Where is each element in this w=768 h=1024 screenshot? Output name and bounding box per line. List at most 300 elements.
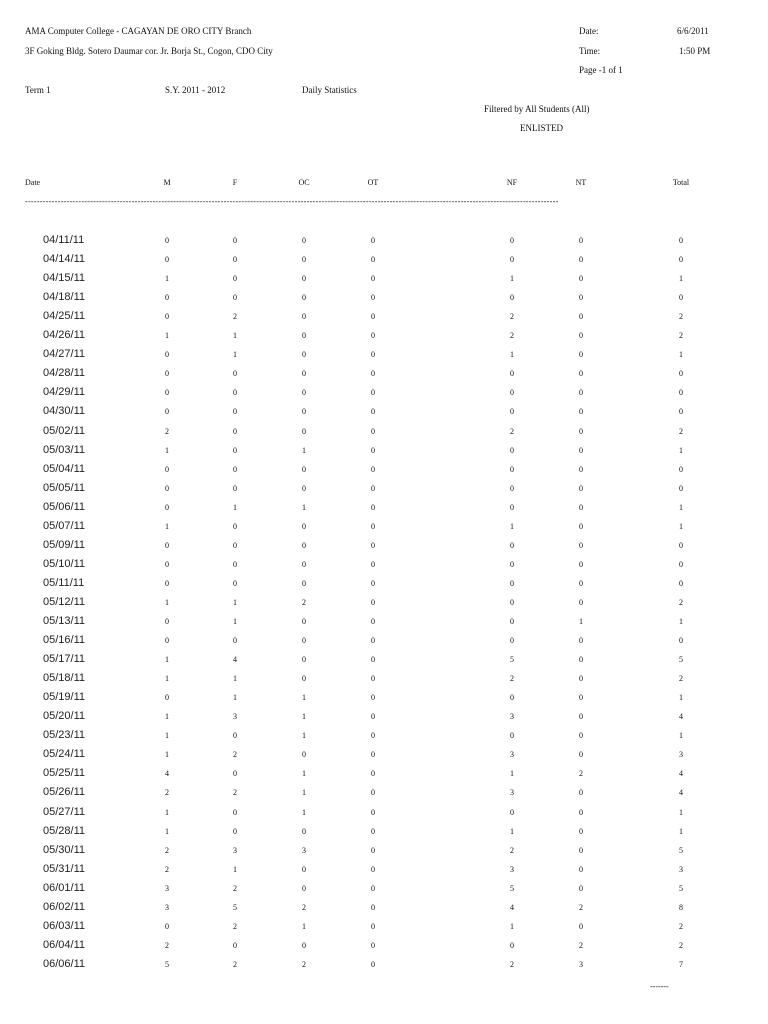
row-ot: 0: [371, 655, 375, 665]
row-nf: 0: [510, 293, 514, 303]
row-m: 0: [165, 502, 169, 512]
row-ot: 0: [371, 407, 375, 417]
row-date: 05/06/11: [43, 500, 86, 513]
row-oc: 1: [302, 731, 306, 741]
row-total: 2: [679, 921, 683, 931]
row-total: 1: [679, 807, 683, 817]
row-date: 06/06/11: [43, 957, 86, 970]
row-f: 0: [233, 769, 237, 779]
row-ot: 0: [371, 388, 375, 398]
row-m: 1: [165, 655, 169, 665]
row-f: 2: [233, 312, 237, 322]
row-nt: 0: [579, 826, 583, 836]
row-f: 2: [233, 959, 237, 969]
row-total: 1: [679, 693, 683, 703]
row-date: 05/23/11: [43, 729, 86, 742]
header-divider: ------------------------------------------------------------------------------------------------------------------------------------------------------------------------------------: [25, 197, 559, 206]
row-m: 3: [165, 902, 169, 912]
column-header-date: Date: [25, 178, 41, 187]
row-nt: 0: [579, 426, 583, 436]
row-nt: 0: [579, 693, 583, 703]
row-nt: 3: [579, 959, 583, 969]
row-oc: 0: [302, 236, 306, 245]
row-nf: 5: [510, 655, 514, 665]
row-nf: 0: [510, 255, 514, 265]
row-nf: 0: [510, 388, 514, 398]
row-total: 5: [679, 655, 683, 665]
row-total: 2: [679, 426, 683, 436]
time-label: Time:: [579, 46, 601, 56]
row-date: 04/30/11: [43, 405, 86, 418]
row-oc: 1: [302, 502, 306, 512]
row-f: 1: [233, 617, 237, 626]
row-ot: 0: [371, 236, 375, 245]
row-f: 2: [233, 883, 237, 893]
row-nf: 3: [510, 712, 514, 722]
row-oc: 0: [302, 750, 306, 760]
column-header-nf: NF: [506, 178, 518, 187]
row-ot: 0: [371, 521, 375, 531]
row-ot: 0: [371, 445, 375, 455]
row-ot: 0: [371, 540, 375, 550]
row-nf: 0: [510, 597, 514, 607]
row-m: 1: [165, 331, 169, 341]
row-nt: 0: [579, 369, 583, 379]
row-oc: 0: [302, 274, 306, 284]
row-f: 0: [233, 483, 237, 493]
row-nt: 0: [579, 464, 583, 474]
row-nf: 1: [510, 921, 514, 931]
row-date: 05/13/11: [43, 615, 86, 627]
row-total: 0: [679, 464, 683, 474]
row-ot: 0: [371, 369, 375, 379]
row-oc: 0: [302, 426, 306, 436]
row-f: 0: [233, 293, 237, 303]
row-f: 0: [233, 255, 237, 265]
row-nt: 0: [579, 274, 583, 284]
row-oc: 2: [302, 902, 306, 912]
row-m: 0: [165, 312, 169, 322]
row-date: 04/14/11: [43, 253, 86, 266]
row-nt: 0: [579, 293, 583, 303]
row-ot: 0: [371, 940, 375, 950]
row-nf: 0: [510, 464, 514, 474]
row-total: 2: [679, 940, 683, 950]
row-nf: 0: [510, 559, 514, 569]
row-ot: 0: [371, 959, 375, 969]
row-date: 04/27/11: [43, 348, 86, 361]
row-nt: 0: [579, 883, 583, 893]
row-nt: 0: [579, 540, 583, 550]
row-total: 1: [679, 274, 683, 284]
row-nt: 2: [579, 902, 583, 912]
row-m: 1: [165, 445, 169, 455]
row-ot: 0: [371, 483, 375, 493]
row-oc: 0: [302, 674, 306, 684]
column-header-total: Total: [672, 178, 690, 187]
row-oc: 0: [302, 483, 306, 493]
row-nt: 0: [579, 597, 583, 607]
row-m: 2: [165, 940, 169, 950]
row-f: 3: [233, 845, 237, 855]
row-m: 0: [165, 236, 169, 245]
row-f: 1: [233, 597, 237, 607]
row-nf: 2: [510, 312, 514, 322]
row-nf: 0: [510, 807, 514, 817]
row-f: 2: [233, 750, 237, 760]
date-label: Date:: [579, 26, 599, 36]
row-total: 2: [679, 674, 683, 684]
row-nf: 2: [510, 845, 514, 855]
row-nt: 0: [579, 331, 583, 341]
page-info: Page -1 of 1: [579, 65, 623, 75]
row-nf: 0: [510, 731, 514, 741]
column-header-nt: NT: [575, 178, 587, 187]
row-m: 3: [165, 883, 169, 893]
row-f: 0: [233, 636, 237, 646]
row-nt: 0: [579, 255, 583, 265]
row-nf: 0: [510, 407, 514, 417]
row-f: 0: [233, 388, 237, 398]
row-m: 0: [165, 293, 169, 303]
row-nt: 0: [579, 483, 583, 493]
row-ot: 0: [371, 578, 375, 588]
row-total: 3: [679, 864, 683, 874]
row-f: 0: [233, 445, 237, 455]
row-date: 05/25/11: [43, 767, 86, 780]
row-date: 05/16/11: [43, 634, 86, 647]
row-nt: 0: [579, 845, 583, 855]
row-nf: 0: [510, 636, 514, 646]
row-ot: 0: [371, 712, 375, 722]
row-m: 0: [165, 617, 169, 626]
row-nf: 0: [510, 578, 514, 588]
row-ot: 0: [371, 807, 375, 817]
row-date: 05/24/11: [43, 748, 86, 761]
row-total: 2: [679, 597, 683, 607]
row-m: 1: [165, 731, 169, 741]
row-oc: 0: [302, 559, 306, 569]
row-nt: 0: [579, 674, 583, 684]
row-nf: 2: [510, 959, 514, 969]
row-ot: 0: [371, 826, 375, 836]
row-nf: 0: [510, 693, 514, 703]
row-total: 1: [679, 731, 683, 741]
column-header-f: F: [232, 178, 238, 187]
row-date: 04/28/11: [43, 367, 86, 380]
row-nt: 0: [579, 864, 583, 874]
row-total: 4: [679, 769, 683, 779]
row-nf: 0: [510, 483, 514, 493]
row-m: 5: [165, 959, 169, 969]
row-f: 0: [233, 578, 237, 588]
row-nf: 0: [510, 369, 514, 379]
row-oc: 0: [302, 883, 306, 893]
row-ot: 0: [371, 693, 375, 703]
row-nt: 0: [579, 636, 583, 646]
row-nt: 2: [579, 940, 583, 950]
row-oc: 1: [302, 921, 306, 931]
row-ot: 0: [371, 617, 375, 626]
row-nt: 0: [579, 559, 583, 569]
row-total: 1: [679, 350, 683, 360]
row-nf: 0: [510, 502, 514, 512]
row-m: 0: [165, 921, 169, 931]
row-total: 1: [679, 617, 683, 626]
row-total: 0: [679, 578, 683, 588]
date-value: 6/6/2011: [677, 26, 709, 36]
row-nt: 0: [579, 750, 583, 760]
row-total: 5: [679, 845, 683, 855]
row-f: 2: [233, 921, 237, 931]
row-nf: 1: [510, 769, 514, 779]
row-nt: 0: [579, 807, 583, 817]
row-date: 05/19/11: [43, 691, 86, 704]
row-m: 1: [165, 826, 169, 836]
row-date: 05/11/11: [43, 576, 85, 589]
row-oc: 0: [302, 407, 306, 417]
row-m: 2: [165, 864, 169, 874]
row-total: 1: [679, 445, 683, 455]
row-nf: 0: [510, 617, 514, 626]
row-m: 1: [165, 521, 169, 531]
row-oc: 0: [302, 312, 306, 322]
row-f: 0: [233, 807, 237, 817]
row-m: 0: [165, 369, 169, 379]
row-date: 05/30/11: [43, 843, 86, 856]
row-ot: 0: [371, 788, 375, 798]
row-nf: 2: [510, 426, 514, 436]
row-nf: 2: [510, 674, 514, 684]
row-f: 0: [233, 521, 237, 531]
row-total: 7: [679, 959, 683, 969]
row-nt: 2: [579, 769, 583, 779]
row-oc: 1: [302, 693, 306, 703]
company-name: AMA Computer College - CAGAYAN DE ORO CITY Branch: [25, 26, 252, 36]
row-f: 0: [233, 940, 237, 950]
row-nt: 0: [579, 236, 583, 245]
row-ot: 0: [371, 921, 375, 931]
row-oc: 0: [302, 464, 306, 474]
row-oc: 0: [302, 521, 306, 531]
row-date: 06/02/11: [43, 900, 86, 913]
row-oc: 1: [302, 445, 306, 455]
row-total: 4: [679, 712, 683, 722]
row-nt: 0: [579, 788, 583, 798]
row-total: 0: [679, 236, 683, 245]
row-nf: 3: [510, 864, 514, 874]
row-oc: 0: [302, 617, 306, 626]
row-f: 0: [233, 731, 237, 741]
row-m: 2: [165, 845, 169, 855]
row-ot: 0: [371, 255, 375, 265]
row-ot: 0: [371, 864, 375, 874]
row-date: 05/04/11: [43, 462, 86, 475]
row-total: 0: [679, 388, 683, 398]
row-date: 05/17/11: [43, 653, 86, 666]
row-f: 1: [233, 502, 237, 512]
row-f: 2: [233, 788, 237, 798]
column-header-ot: OT: [367, 178, 379, 187]
row-m: 2: [165, 426, 169, 436]
row-date: 05/09/11: [43, 538, 86, 551]
row-oc: 0: [302, 826, 306, 836]
row-nt: 0: [579, 655, 583, 665]
row-oc: 2: [302, 597, 306, 607]
row-nt: 0: [579, 445, 583, 455]
row-date: 05/05/11: [43, 481, 86, 494]
row-total: 0: [679, 540, 683, 550]
row-nt: 0: [579, 578, 583, 588]
footer-dashes: -------: [650, 982, 669, 991]
row-m: 1: [165, 712, 169, 722]
row-nf: 4: [510, 902, 514, 912]
row-f: 0: [233, 559, 237, 569]
row-f: 1: [233, 674, 237, 684]
row-total: 0: [679, 483, 683, 493]
column-header-m: M: [163, 178, 171, 187]
row-m: 2: [165, 788, 169, 798]
row-oc: 1: [302, 712, 306, 722]
row-f: 1: [233, 350, 237, 360]
time-value: 1:50 PM: [679, 46, 711, 56]
row-f: 0: [233, 274, 237, 284]
row-oc: 0: [302, 369, 306, 379]
row-oc: 0: [302, 636, 306, 646]
row-m: 1: [165, 674, 169, 684]
row-date: 04/26/11: [43, 329, 86, 342]
row-total: 0: [679, 559, 683, 569]
row-m: 1: [165, 807, 169, 817]
row-ot: 0: [371, 502, 375, 512]
row-oc: 0: [302, 331, 306, 341]
row-m: 4: [165, 769, 169, 779]
row-ot: 0: [371, 902, 375, 912]
row-nt: 0: [579, 921, 583, 931]
row-nf: 1: [510, 521, 514, 531]
row-nt: 0: [579, 388, 583, 398]
row-ot: 0: [371, 293, 375, 303]
row-f: 0: [233, 464, 237, 474]
row-date: 05/07/11: [43, 519, 86, 532]
row-oc: 0: [302, 578, 306, 588]
row-oc: 1: [302, 769, 306, 779]
row-total: 8: [679, 902, 683, 912]
row-date: 05/27/11: [43, 805, 86, 818]
row-m: 0: [165, 350, 169, 360]
row-m: 0: [165, 464, 169, 474]
row-nt: 0: [579, 712, 583, 722]
row-m: 0: [165, 255, 169, 265]
row-ot: 0: [371, 597, 375, 607]
row-ot: 0: [371, 426, 375, 436]
row-total: 2: [679, 331, 683, 341]
row-total: 2: [679, 312, 683, 322]
row-total: 0: [679, 407, 683, 417]
row-date: 04/15/11: [43, 272, 86, 285]
row-nf: 5: [510, 883, 514, 893]
row-ot: 0: [371, 559, 375, 569]
row-date: 04/29/11: [43, 386, 86, 399]
row-date: 06/04/11: [43, 938, 86, 951]
row-date: 05/18/11: [43, 672, 86, 685]
row-date: 05/26/11: [43, 786, 86, 799]
row-f: 0: [233, 826, 237, 836]
row-ot: 0: [371, 674, 375, 684]
row-total: 4: [679, 788, 683, 798]
row-date: 04/18/11: [43, 291, 86, 304]
row-oc: 0: [302, 940, 306, 950]
row-nt: 0: [579, 407, 583, 417]
row-f: 0: [233, 369, 237, 379]
row-m: 1: [165, 597, 169, 607]
row-nf: 3: [510, 750, 514, 760]
row-nf: 0: [510, 236, 514, 245]
report-title: Daily Statistics: [302, 85, 357, 95]
row-date: 05/12/11: [43, 595, 86, 608]
row-total: 0: [679, 636, 683, 646]
row-total: 1: [679, 502, 683, 512]
row-m: 0: [165, 388, 169, 398]
row-m: 0: [165, 559, 169, 569]
row-f: 4: [233, 655, 237, 665]
row-nf: 0: [510, 940, 514, 950]
row-total: 0: [679, 293, 683, 303]
row-oc: 1: [302, 788, 306, 798]
row-nf: 0: [510, 540, 514, 550]
row-m: 1: [165, 274, 169, 284]
row-m: 0: [165, 483, 169, 493]
row-date: 06/03/11: [43, 919, 86, 932]
row-oc: 0: [302, 540, 306, 550]
row-f: 5: [233, 902, 237, 912]
company-address: 3F Goking Bldg. Sotero Daumar cor. Jr. Borja St., Cogon, CDO City: [25, 46, 273, 56]
row-f: 0: [233, 426, 237, 436]
row-m: 0: [165, 693, 169, 703]
row-nf: 2: [510, 331, 514, 341]
row-m: 0: [165, 407, 169, 417]
row-nt: 0: [579, 502, 583, 512]
row-date: 05/20/11: [43, 710, 86, 723]
row-nf: 1: [510, 826, 514, 836]
row-total: 1: [679, 826, 683, 836]
row-date: 05/28/11: [43, 824, 86, 837]
row-nt: 0: [579, 731, 583, 741]
row-date: 05/02/11: [43, 424, 86, 437]
row-f: 0: [233, 407, 237, 417]
row-oc: 0: [302, 655, 306, 665]
row-total: 5: [679, 883, 683, 893]
row-ot: 0: [371, 350, 375, 360]
row-date: 05/31/11: [43, 862, 86, 875]
row-f: 1: [233, 864, 237, 874]
row-f: 1: [233, 693, 237, 703]
row-ot: 0: [371, 883, 375, 893]
filter-text: Filtered by All Students (All): [484, 104, 590, 114]
row-m: 1: [165, 750, 169, 760]
row-oc: 0: [302, 350, 306, 360]
row-f: 0: [233, 236, 237, 245]
row-oc: 0: [302, 293, 306, 303]
row-oc: 2: [302, 959, 306, 969]
row-ot: 0: [371, 845, 375, 855]
row-oc: 3: [302, 845, 306, 855]
row-ot: 0: [371, 750, 375, 760]
row-m: 0: [165, 636, 169, 646]
row-date: 04/11/11: [43, 234, 85, 246]
row-ot: 0: [371, 274, 375, 284]
row-date: 04/25/11: [43, 310, 86, 323]
